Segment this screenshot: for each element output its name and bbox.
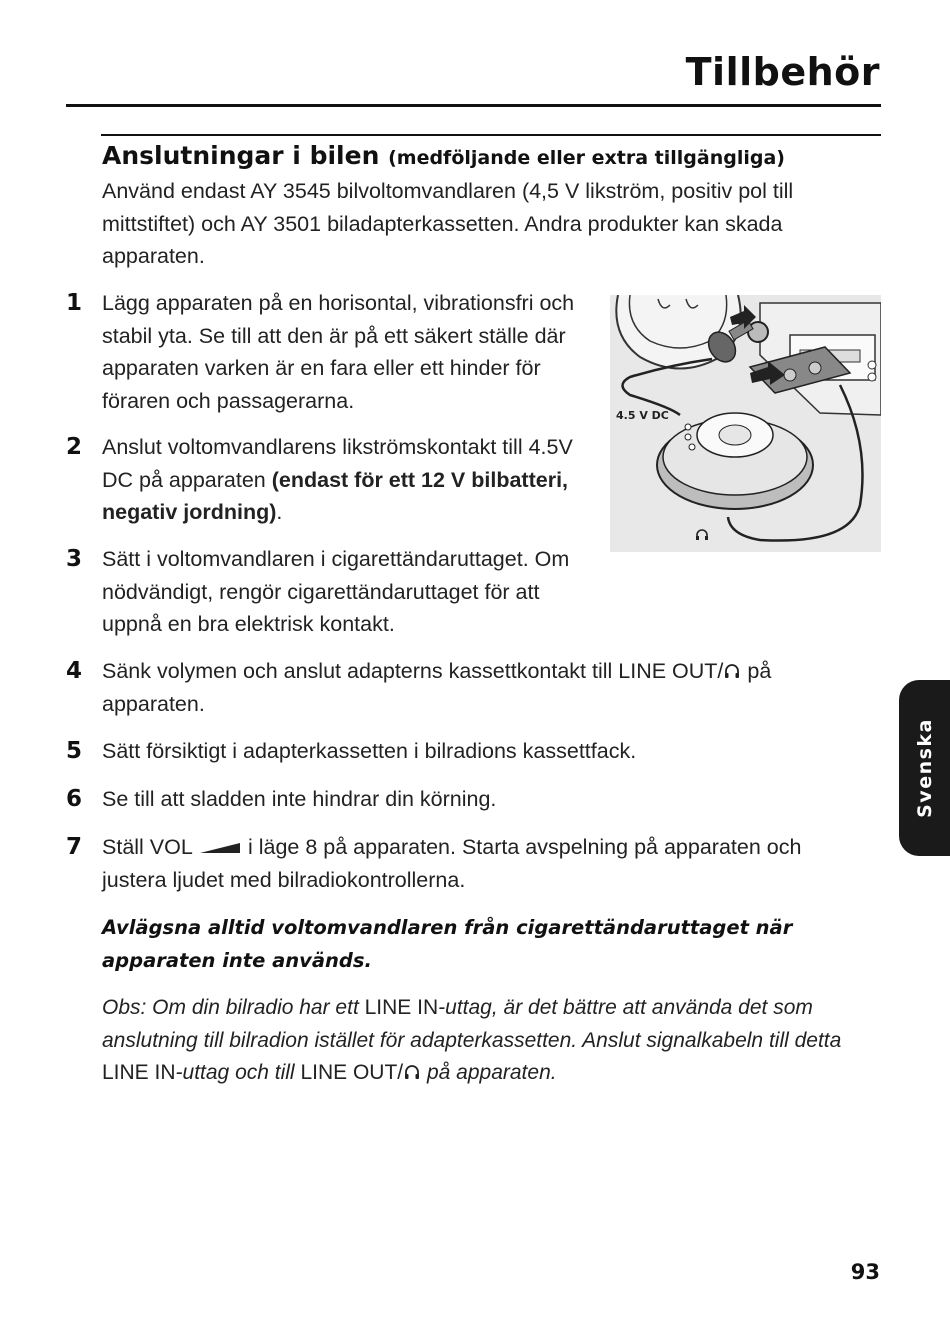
car-connection-illustration	[610, 295, 881, 552]
step-number: 3	[66, 546, 83, 572]
headphones-icon	[403, 1059, 421, 1077]
step-number: 4	[66, 658, 83, 684]
step-text-main: Anslut voltomvandlarens likströmskontakt till 4.5V DC på apparaten	[102, 435, 573, 492]
note-part: LINE IN	[364, 996, 439, 1019]
section-heading	[102, 141, 785, 170]
warning-text: Avlägsna alltid voltomvandlaren från cigarettändaruttaget när apparaten inte används.	[102, 916, 793, 972]
volume-wedge-icon	[198, 831, 242, 845]
language-tab-label: Svenska	[913, 718, 936, 818]
step-text	[102, 831, 862, 896]
note-part: LINE IN	[102, 1061, 176, 1084]
step-text: Sätt i voltomvandlaren i cigarettändaruttaget. Om nödvändigt, rengör cigarettändaruttaget för att uppnå en bra elektrisk kontakt.	[102, 547, 570, 636]
step-text-after: på apparaten.	[102, 659, 772, 716]
step-number: 5	[66, 738, 83, 764]
step-text: Sätt försiktigt i adapterkassetten i bilradions kassettfack.	[102, 739, 637, 763]
note-paragraph	[102, 992, 872, 1090]
page-number: 93	[850, 1260, 880, 1284]
note-part: -uttag och till	[175, 1061, 295, 1084]
step-text-bold: (endast för ett 12 V bilbatteri, negativ jordning)	[102, 467, 569, 524]
note-part: -uttag, är det bättre att använda det som anslutning till bilradion istället för adapterkassetten. Anslut signalkabeln till detta	[102, 996, 842, 1052]
section-title: Anslutningar i bilen	[102, 141, 380, 170]
language-tab	[899, 680, 950, 856]
note-part: Obs: Om din bilradio har ett	[102, 996, 359, 1019]
step-text-main: Ställ VOL	[102, 835, 193, 859]
section-rule	[101, 134, 881, 136]
step-text: Se till att sladden inte hindrar din körning.	[102, 787, 497, 811]
step-number: 6	[66, 786, 83, 812]
section-subtitle: (medföljande eller extra tillgängliga)	[388, 147, 785, 169]
step-text-after: i läge 8 på apparaten. Starta avspelning på apparaten och justera ljudet med bilradiokontrollerna.	[102, 835, 802, 892]
headphones-icon	[723, 657, 741, 675]
page-title: Tillbehör	[685, 50, 880, 94]
step-text-after: .	[276, 500, 283, 524]
step-number: 2	[66, 434, 83, 460]
step-text-main: Sänk volymen och anslut adapterns kassettkontakt till LINE OUT/	[102, 659, 724, 683]
step-text: Lägg apparaten på en horisontal, vibrationsfri och stabil yta. Se till att den är på ett säkert ställe där apparaten varken är en fara eller ett hinder för föraren och passagerarna.	[102, 291, 575, 413]
illustration-drawing	[610, 295, 881, 552]
note-part: på apparaten.	[426, 1061, 557, 1084]
headphones-icon	[696, 530, 708, 540]
step-text	[102, 655, 862, 720]
intro-paragraph: Använd endast AY 3545 bilvoltomvandlaren (4,5 V likström, positiv pol till mittstiftet) och AY 3501 biladapterkassetten. Andra produkter kan skada apparaten.	[102, 179, 794, 268]
step-number: 7	[66, 834, 83, 860]
step-number: 1	[66, 290, 83, 316]
note-part: LINE OUT/	[300, 1061, 404, 1084]
title-rule	[66, 104, 881, 107]
dc-label: 4.5 V DC	[616, 409, 669, 422]
step-text	[102, 431, 582, 529]
